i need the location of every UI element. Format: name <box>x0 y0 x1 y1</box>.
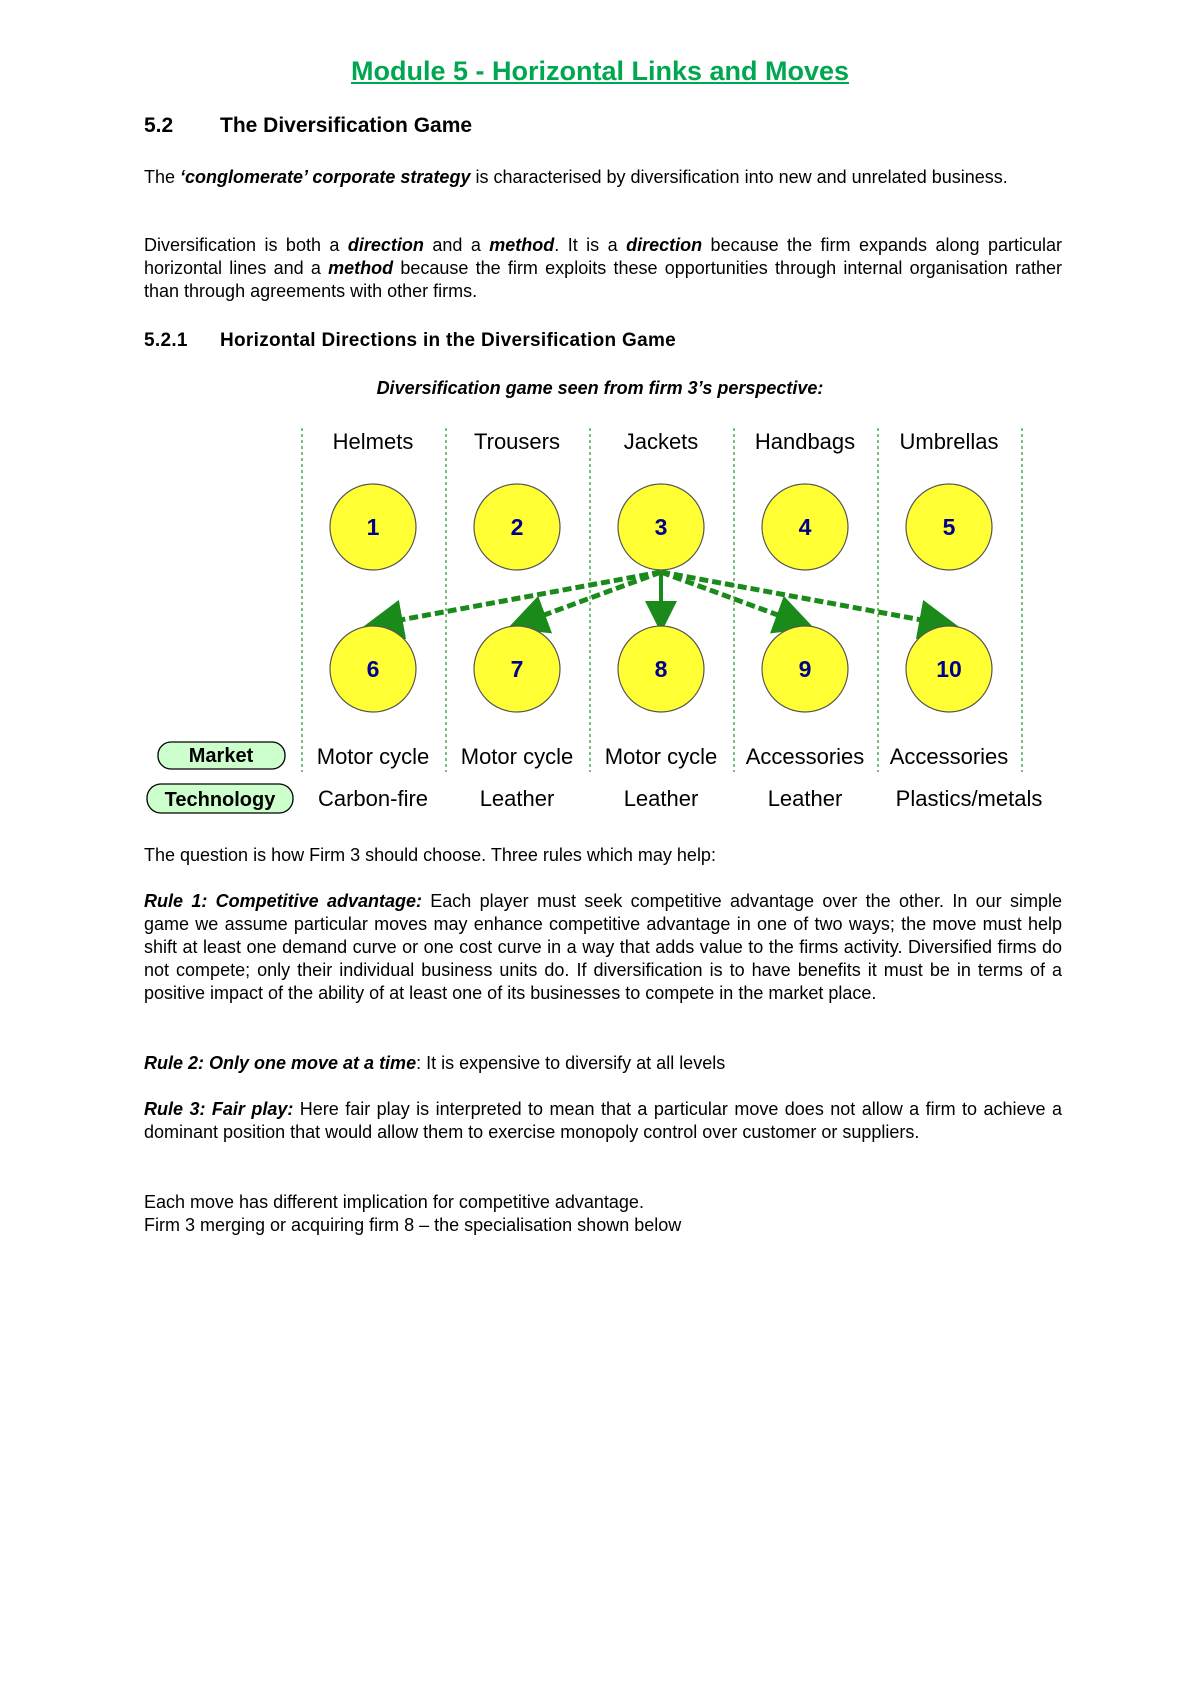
firm-number: 8 <box>654 656 668 682</box>
firm-number: 4 <box>798 514 812 540</box>
firm-number: 7 <box>510 656 524 682</box>
rule-3-paragraph <box>144 1098 1062 1144</box>
technology-value: Carbon-fire <box>317 786 429 811</box>
move-arrow-to-6 <box>373 572 661 625</box>
market-label: Market <box>188 745 254 767</box>
firm-2 <box>474 484 560 570</box>
firm-7 <box>474 626 560 712</box>
top-firm-circles <box>330 484 992 570</box>
intro-text-2: is characterised by diversification into new and unrelated business. <box>470 167 1008 187</box>
page-title: Module 5 - Horizontal Links and Moves <box>350 56 850 86</box>
subsection-title: Horizontal Directions in the Diversification Game <box>220 330 677 351</box>
firm-5 <box>906 484 992 570</box>
p2-text-4: because the firm expands along particular horizontal lines and a <box>144 235 1062 278</box>
subsection-number: 5.2.1 <box>144 330 188 351</box>
diagram-caption: Diversification game seen from firm 3’s perspective: <box>376 378 824 398</box>
firm-1 <box>330 484 416 570</box>
move-arrow-to-10 <box>661 572 949 625</box>
firm-6 <box>330 626 416 712</box>
p2-text-5: because the firm exploits these opportunities through internal organisation rather than through agreements with other firms. <box>144 258 1062 301</box>
firm-10 <box>906 626 992 712</box>
column-label: Helmets <box>332 429 414 454</box>
rule-3-text: Here fair play is interpreted to mean that a particular move does not allow a firm to achieve a dominant position that would allow them to exercise monopoly control over customer or suppliers. <box>144 1099 1062 1142</box>
rule-1-text: Each player must seek competitive advantage over the other. In our simple game we assume particular moves may enhance competitive advantage in one of two ways; the move must help shift at least one demand curve or one cost curve in a way that adds value to the firms activity. Diversified firms do not compete; only their individual business units do. If diversification is to have benefits it must be in terms of a positive impact of the ability of at least one of its businesses to compete in the market place. <box>144 891 1062 1003</box>
p2-emph-method: method <box>489 235 555 255</box>
intro-text-1: The <box>144 167 181 187</box>
rule-1-paragraph <box>144 890 1062 1005</box>
column-labels <box>333 429 999 454</box>
firm-number: 5 <box>942 514 956 540</box>
column-label: Jackets <box>623 429 699 454</box>
rule-3-label: Rule 3: Fair play: <box>144 1099 294 1119</box>
p2-text-2: and a <box>423 235 490 255</box>
bottom-firm-circles <box>330 626 992 712</box>
technology-labels <box>318 786 1042 811</box>
market-value: Accessories <box>745 744 865 769</box>
firm-number: 6 <box>366 656 380 682</box>
closing-line-2: Firm 3 merging or acquiring firm 8 – the specialisation shown below <box>144 1215 682 1235</box>
p2-text-1: Diversification is both a <box>144 235 348 255</box>
technology-label: Technology <box>164 789 276 811</box>
market-value: Motor cycle <box>604 744 718 769</box>
p2-emph-direction: direction <box>347 235 424 255</box>
rule-2-text: : It is expensive to diversify at all levels <box>416 1053 726 1073</box>
technology-pill <box>147 784 293 813</box>
firm-4 <box>762 484 848 570</box>
firm-number: 9 <box>798 656 812 682</box>
firm-number: 1 <box>366 514 380 540</box>
p2-text-3: . It is a <box>554 235 627 255</box>
market-value: Motor cycle <box>460 744 574 769</box>
technology-value: Leather <box>479 786 555 811</box>
column-label: Umbrellas <box>899 429 999 454</box>
section-title: The Diversification Game <box>220 114 473 137</box>
technology-value: Plastics/metals <box>895 786 1043 811</box>
section-number: 5.2 <box>144 114 174 137</box>
market-labels <box>317 744 1009 769</box>
market-value: Motor cycle <box>316 744 430 769</box>
firm-3 <box>618 484 704 570</box>
firm-number: 2 <box>510 514 524 540</box>
question-paragraph: The question is how Firm 3 should choose. Three rules which may help: <box>144 845 716 865</box>
firm-number: 3 <box>654 514 668 540</box>
technology-value: Leather <box>767 786 843 811</box>
move-arrow-to-7 <box>517 572 661 625</box>
p2-emph-method-2: method <box>328 258 394 278</box>
closing-line-1: Each move has different implication for competitive advantage. <box>144 1192 644 1212</box>
move-arrow-to-9 <box>661 572 805 625</box>
rule-1-label: Rule 1: Competitive advantage: <box>144 891 422 911</box>
diversification-diagram <box>0 0 1200 830</box>
rule-2-label: Rule 2: Only one move at a time <box>144 1053 417 1073</box>
rule-2-paragraph <box>144 1052 1062 1075</box>
column-label: Handbags <box>754 429 856 454</box>
technology-value: Leather <box>623 786 699 811</box>
column-label: Trousers <box>474 429 560 454</box>
p2-emph-direction-2: direction <box>626 235 703 255</box>
firm-9 <box>762 626 848 712</box>
move-arrows <box>373 572 949 625</box>
closing-paragraph <box>144 1191 1062 1237</box>
intro-emphasis: ‘conglomerate’ corporate strategy <box>180 167 471 187</box>
firm-8 <box>618 626 704 712</box>
market-pill <box>158 742 285 769</box>
market-value: Accessories <box>889 744 1009 769</box>
firm-number: 10 <box>936 656 962 682</box>
